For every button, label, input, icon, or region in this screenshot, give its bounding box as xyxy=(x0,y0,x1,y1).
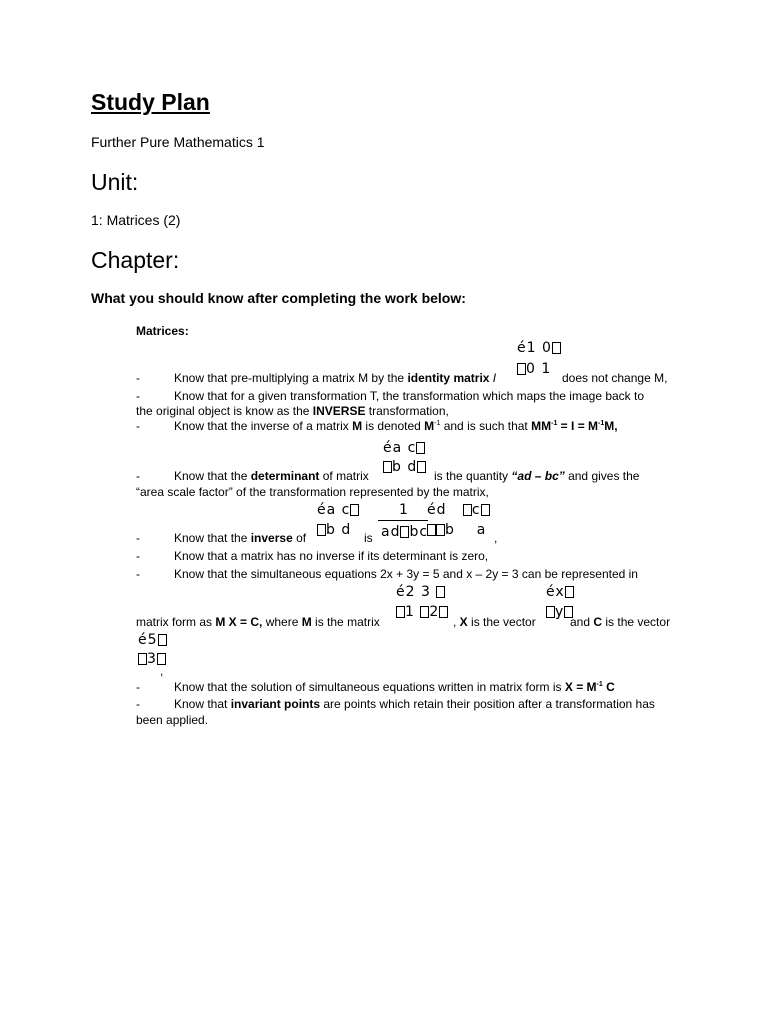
x-vector-bottom: y xyxy=(546,604,573,620)
identity-matrix-top: é1 0 xyxy=(517,340,561,356)
item-simultaneous: Know that the simultaneous equations 2x + 3y = 5 and x – 2y = 3 can be represented in xyxy=(174,567,638,581)
item-inverse-transformation: Know that for a given transformation T, the transformation which maps the image back to xyxy=(174,389,645,403)
m-matrix-top: é2 3 xyxy=(396,584,445,600)
inverse-right-matrix-top: éd c xyxy=(427,502,490,518)
item-inverse-transformation-cont: the original object is know as the INVERSE transformation, xyxy=(136,404,449,418)
item-identity: Know that pre-multiplying a matrix M by the identity matrix I xyxy=(174,371,497,385)
item-invariant-points: Know that invariant points are points which retain their position after a transformation has xyxy=(174,697,655,711)
bullet-dash: - xyxy=(136,371,140,385)
item-inverse-formula: Know that the inverse of xyxy=(174,531,307,545)
det-matrix-top: éa c xyxy=(383,440,425,456)
bullet-dash: - xyxy=(136,469,140,483)
item-no-inverse: Know that a matrix has no inverse if its determinant is zero, xyxy=(174,549,489,563)
bullet-dash: - xyxy=(136,567,140,581)
chapter-heading: Chapter: xyxy=(91,247,180,273)
inverse-fraction-numerator: 1 xyxy=(399,502,409,518)
bullet-dash: - xyxy=(136,697,140,711)
item-invariant-points-cont: been applied. xyxy=(136,713,209,727)
bullet-dash: - xyxy=(136,549,140,563)
page-title: Study Plan xyxy=(91,89,210,115)
subsection-heading: Matrices: xyxy=(136,324,189,338)
item-determinant-cont: “area scale factor” of the transformation represented by the matrix, xyxy=(136,485,489,499)
identity-matrix-bottom: 0 1 xyxy=(517,361,551,377)
item-inverse-comma: , xyxy=(494,531,498,545)
m-matrix-bottom: 1 2 xyxy=(396,604,448,620)
inverse-left-matrix-bottom: b d xyxy=(317,522,351,538)
section-heading: What you should know after completing the work below: xyxy=(91,290,466,306)
item-matrix-form-x: , X is the vector xyxy=(453,615,536,629)
bullet-dash: - xyxy=(136,680,140,694)
det-matrix-bottom: b d xyxy=(383,459,426,475)
inverse-right-matrix-bottom: b a xyxy=(427,522,486,538)
x-vector-top: éx xyxy=(546,584,574,600)
item-matrix-form: matrix form as M X = C, where M is the matrix xyxy=(136,615,380,629)
unit-heading: Unit: xyxy=(91,169,139,195)
item-identity-end: does not change M, xyxy=(562,371,668,385)
c-vector-top: é5 xyxy=(138,632,167,648)
item-matrix-form-c: and C is the vector xyxy=(570,615,671,629)
c-vector-comma: , xyxy=(160,664,164,678)
c-vector-bottom: 3 xyxy=(138,651,166,667)
bullet-dash: - xyxy=(136,419,140,433)
unit-value: 1: Matrices (2) xyxy=(91,212,181,228)
fraction-bar xyxy=(378,520,428,521)
inverse-left-matrix-top: éa c xyxy=(317,502,359,518)
item-determinant: Know that the determinant of matrix xyxy=(174,469,369,483)
course-name: Further Pure Mathematics 1 xyxy=(91,134,265,150)
inverse-fraction-denominator: ad bc xyxy=(381,524,429,540)
item-solution: Know that the solution of simultaneous equations written in matrix form is $X = M^{-1}$ C xyxy=(174,680,615,694)
item-inverse-notation: Know that the inverse of a matrix M is denoted $M^{-1}$ and is such that $MM^{-1} = I = M^{-1}M$, xyxy=(174,419,618,433)
bullet-dash: - xyxy=(136,531,140,545)
item-determinant-end: is the quantity “ad – bc” and gives the xyxy=(434,469,640,483)
bullet-dash: - xyxy=(136,389,140,403)
item-inverse-is: is xyxy=(364,531,373,545)
